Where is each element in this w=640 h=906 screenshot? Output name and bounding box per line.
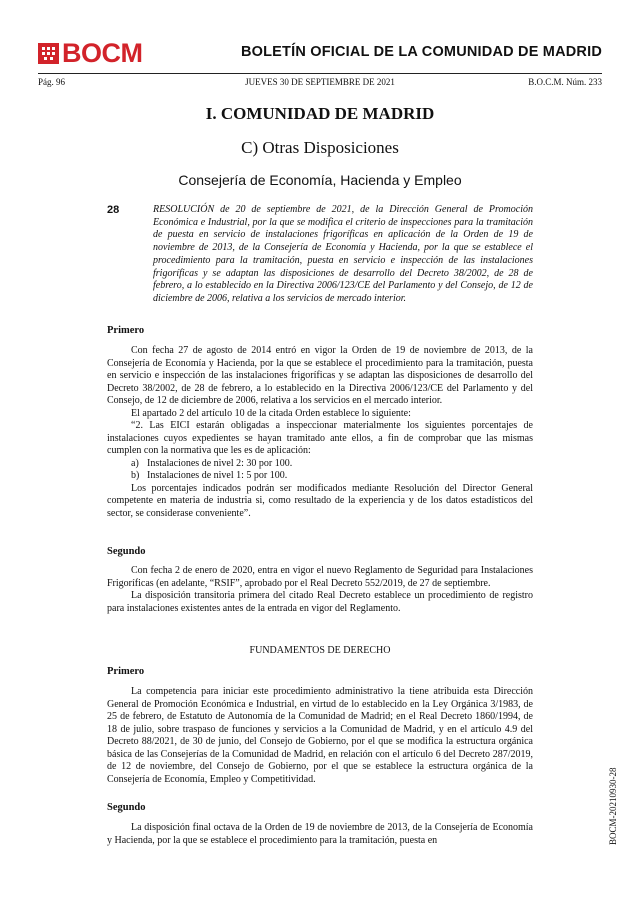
section-level-2: C) Otras Disposiciones (241, 138, 399, 157)
antecedentes-heading-primero: Primero (107, 325, 145, 336)
fundamentos-primero-body (107, 686, 533, 786)
bocm-logo (38, 40, 143, 66)
fundamentos-heading-primero: Primero (107, 666, 145, 677)
section-level-3: Consejería de Economía, Hacienda y Empleo (178, 172, 462, 188)
paragraph: El apartado 2 del artículo 10 de la citada Orden establece lo siguiente: (131, 407, 411, 419)
bulletin-title: BOLETÍN OFICIAL DE LA COMUNIDAD DE MADRID (240, 44, 602, 60)
logo-text-cm: CM (101, 38, 143, 68)
fundamentos-segundo-body (107, 822, 533, 847)
list-item-label: b) (131, 470, 140, 481)
paragraph: “2. Las EICI estarán obligadas a inspeccionar materialmente los siguientes porcentajes de instalaciones cuyos expedientes se hayan tramitado ante ellos, a fin de comprobar que las mismas cumplen con la normativa que les es de aplicación: (107, 420, 533, 456)
fundamentos-title: FUNDAMENTOS DE DERECHO (249, 645, 391, 656)
paragraph: Con fecha 2 de enero de 2020, entra en vigor el nuevo Reglamento de Seguridad para Instalaciones Frigoríficas (en adelante, “RSIF”, aprobado por el Real Decreto 552/2019, de 27 de septiembre. (107, 565, 533, 589)
antecedentes-segundo-body (107, 565, 533, 615)
percentage-list (107, 458, 533, 483)
document-code: BOCM-20210930-28 (608, 767, 618, 845)
section-level-1: I. COMUNIDAD DE MADRID (205, 104, 435, 123)
list-item-text: Instalaciones de nivel 1: 5 por 100. (147, 470, 288, 481)
list-item (107, 458, 533, 471)
paragraph: La competencia para iniciar este procedimiento administrativo la tiene atribuida esta Dirección General de Promoción Económica e Industrial, en virtud de lo establecido en la Ley Orgánica 3/1983, de 25 de febrero, de Estatuto de Autonomía de la Comunidad de Madrid; en el Real Decreto 1860/1994, de 18 de julio, sobre traspaso de funciones y servicios a la Comunidad de Madrid, y en el artículo 4.9 del Decreto 88/2021, de 30 de junio, del Consejo de Gobierno, por el que se modifica la estructura orgánica básica de las Consejerías de la Comunidad de Madrid, en relación con el artículo 6 del Decreto 287/2019, de 12 de noviembre, del Consejo de Gobierno, por el que se establece la estructura orgánica de la Consejería de Economía, Empleo y Competitividad. (107, 686, 533, 785)
paragraph: La disposición final octava de la Orden de 19 de noviembre de 2013, de la Consejería de Economía y Hacienda, por la que se establece el procedimiento para la tramitación, puesta en (107, 822, 533, 846)
page-number: Pág. 96 (38, 77, 65, 87)
header-divider (38, 73, 602, 74)
entry-number: 28 (107, 204, 120, 216)
logo-text (62, 40, 143, 66)
paragraph: Con fecha 27 de agosto de 2014 entró en vigor la Orden de 19 de noviembre de 2013, de la Consejería de Economía y Hacienda, por la que se establece el procedimiento para la tramitación, puesta en servicio e inspección de las instalaciones frigoríficas y se adaptan las disposiciones de desarrollo del Decreto 38/2002, de 28 de febrero, a lo establecido en la Directiva 2006/123/CE del Parlamento y del Consejo, de 12 de diciembre de 2006, relativa a los servicios en el mercado interior. (107, 345, 533, 406)
list-item-text: Instalaciones de nivel 2: 30 por 100. (147, 457, 293, 469)
fundamentos-heading-segundo: Segundo (107, 802, 146, 813)
list-item-label: a) (131, 457, 139, 469)
list-item (107, 470, 533, 483)
antecedentes-heading-segundo: Segundo (107, 546, 146, 557)
entry-summary: RESOLUCIÓN de 20 de septiembre de 2021, de la Dirección General de Promoción Económica e Industrial, por la que se modifica el criterio de inspecciones para la tramitación de puesta en servicio de instalaciones frigoríficas en aplicación de la Orden de 19 de noviembre de 2013, de la Consejería de Economía y Hacienda, por la que se establece el procedimiento para la tramitación, puesta en servicio e inspección de las instalaciones frigoríficas y se adaptan las disposiciones de desarrollo del Decreto 38/2002, de 28 de febrero, a lo establecido en la Directiva 2006/123/CE del Parlamento y del Consejo, de 12 de diciembre de 2006, relativa a los servicios de mercado interior. (153, 204, 533, 304)
paragraph: La disposición transitoria primera del citado Real Decreto establece un procedimiento de registro para instalaciones existentes antes de la entrada en vigor del Reglamento. (107, 590, 533, 614)
antecedentes-primero-body (107, 345, 533, 520)
paragraph: Los porcentajes indicados podrán ser modificados mediante Resolución del Director General competente en materia de industria si, como resultado de la experiencia y de los datos estadísticos del sector, se considerase conveniente”. (107, 482, 533, 519)
issue-number: B.O.C.M. Núm. 233 (528, 77, 602, 87)
madrid-stars-icon (38, 43, 59, 64)
issue-date: JUEVES 30 DE SEPTIEMBRE DE 2021 (245, 77, 395, 87)
logo-text-bo: BO (62, 38, 102, 68)
